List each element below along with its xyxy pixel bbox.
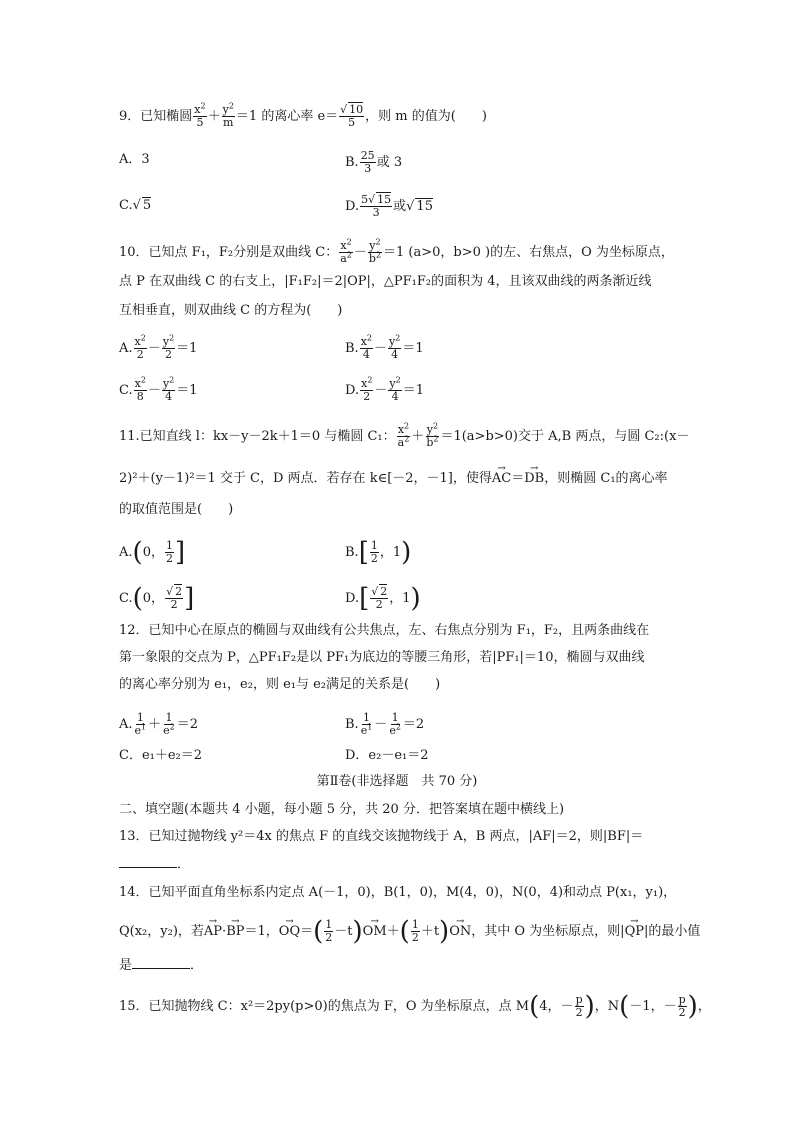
q13-line2: ． [119,857,190,873]
q9-stem: 9．已知椭圆 $\frac{x^2}{5}$ ＋ $\frac{y^2}{m}$ ＝1 的离心率 e＝ $\frac{√ 10}{5}$ ，则 m 的值为( ) [119,101,487,129]
q14-line1: 14．已知平面直角坐标系内定点 A(－1，0)，B(1，0)，M(4，0)，N(0，4)和动点 P(x₁，y₁)， [119,885,677,900]
q10-line3: 互相垂直，则双曲线 C 的方程为( ) [119,303,343,318]
q10-option-c: C. $\frac{x^2}{8}$ － $\frac{y^2}{4}$ ＝1 [119,375,198,403]
q11-line2: 2)²＋(y－1)²＝1 交于 C，D 两点．若存在 k∈[－2，－1]，使得→ AC＝→ DB，则椭圆 C₁的离心率 [119,471,668,487]
q13-answer-blank[interactable] [119,867,177,868]
part2-title: 第Ⅱ卷(非选择题 共 70 分) [316,774,478,789]
q9-option-b: B. $\frac{25}{3}$ 或 3 [345,149,403,175]
q9-option-d: D. $\frac{5√ 15}{3}$ 或√ 15 [345,193,433,219]
q11-line3: 的取值范围是( ) [119,502,234,517]
q11-option-d: D.[ $\frac{√ 2}{2}$ ，1) [345,583,421,614]
q11-option-c: C.(0， $\frac{√ 2}{2}$ ] [119,583,195,614]
q10-line1: 10．已知点 F₁，F₂分别是双曲线 C： $\frac{x^2}{a^2}$ － $\frac{y^2}{b^2}$ ＝1 (a>0，b>0 )的左、右焦点，O 为坐标原点， [119,237,674,265]
q10-line2: 点 P 在双曲线 C 的右支上，|F₁F₂|＝2|OP|，△PF₁F₂的面积为 4，且该双曲线的两条渐近线 [119,274,652,289]
q10-option-a: A. $\frac{x^2}{2}$ － $\frac{y^2}{2}$ ＝1 [119,333,198,361]
q11-line1: 11.已知直线 l：kx－y－2k＋1＝0 与椭圆 C₁： $\frac{x^2}{a^2}$ ＋ $\frac{y^2}{b^2}$ ＝1(a>b>0)交于 A,B 两点，与圆 C₂:(x－ [119,421,690,449]
q12-option-a: A. $\frac{1}{e^1}$ ＋ $\frac{1}{e^2}$ ＝2 [119,711,199,737]
q12-option-c: C．e₁＋e₂＝2 [119,748,203,763]
q14-answer-blank[interactable] [132,968,190,969]
q12-line2: 第一象限的交点为 P，△PF₁F₂是以 PF₁为底边的等腰三角形，若|PF₁|＝10，椭圆与双曲线 [119,650,645,665]
q12-option-d: D．e₂－e₁＝2 [345,748,429,763]
q10-option-b: B. $\frac{x^2}{4}$ － $\frac{y^2}{4}$ ＝1 [345,333,424,361]
q10-option-d: D. $\frac{x^2}{2}$ － $\frac{y^2}{4}$ ＝1 [345,375,425,403]
section2-heading: 二、填空题(本题共 4 小题，每小题 5 分，共 20 分．把答案填在题中横线上) [119,802,565,817]
q11-option-b: B.[ $\frac{1}{2}$ ，1) [345,537,412,568]
q13-line1: 13．已知过抛物线 y²＝4x 的焦点 F 的直线交该抛物线于 A，B 两点，|AF|＝2，则|BF|＝ [119,829,644,844]
q14-line2: Q(x₂，y₂)，若→ AP·→ BP＝1，→ OQ＝( $\frac{1}{2}$ －t)→ OM＋( $\frac{1}{2}$ ＋t)→ ON，其中 O 为坐标原点，则|→ QP|的最小值 [119,919,700,944]
q12-option-b: B. $\frac{1}{e^1}$ － $\frac{1}{e^2}$ ＝2 [345,711,425,737]
q15-line1: 15．已知抛物线 C：x²＝2py(p>0)的焦点为 F，O 为坐标原点，点 M(4，－ $\frac{p}{2}$ )，N(－1，－ $\frac{p}{2}$ )， [119,991,711,1022]
q12-line1: 12．已知中心在原点的椭圆与双曲线有公共焦点，左、右焦点分别为 F₁，F₂，且两条曲线在 [119,623,650,638]
q9-option-a: A．3 [119,152,150,167]
q14-line3: 是 ． [119,958,204,973]
q12-line3: 的离心率分别为 e₁，e₂，则 e₁与 e₂满足的关系是( ) [119,677,441,692]
q9-option-c: C.√ 5 [119,198,152,213]
q11-option-a: A.(0， $\frac{1}{2}$ ] [119,537,186,568]
